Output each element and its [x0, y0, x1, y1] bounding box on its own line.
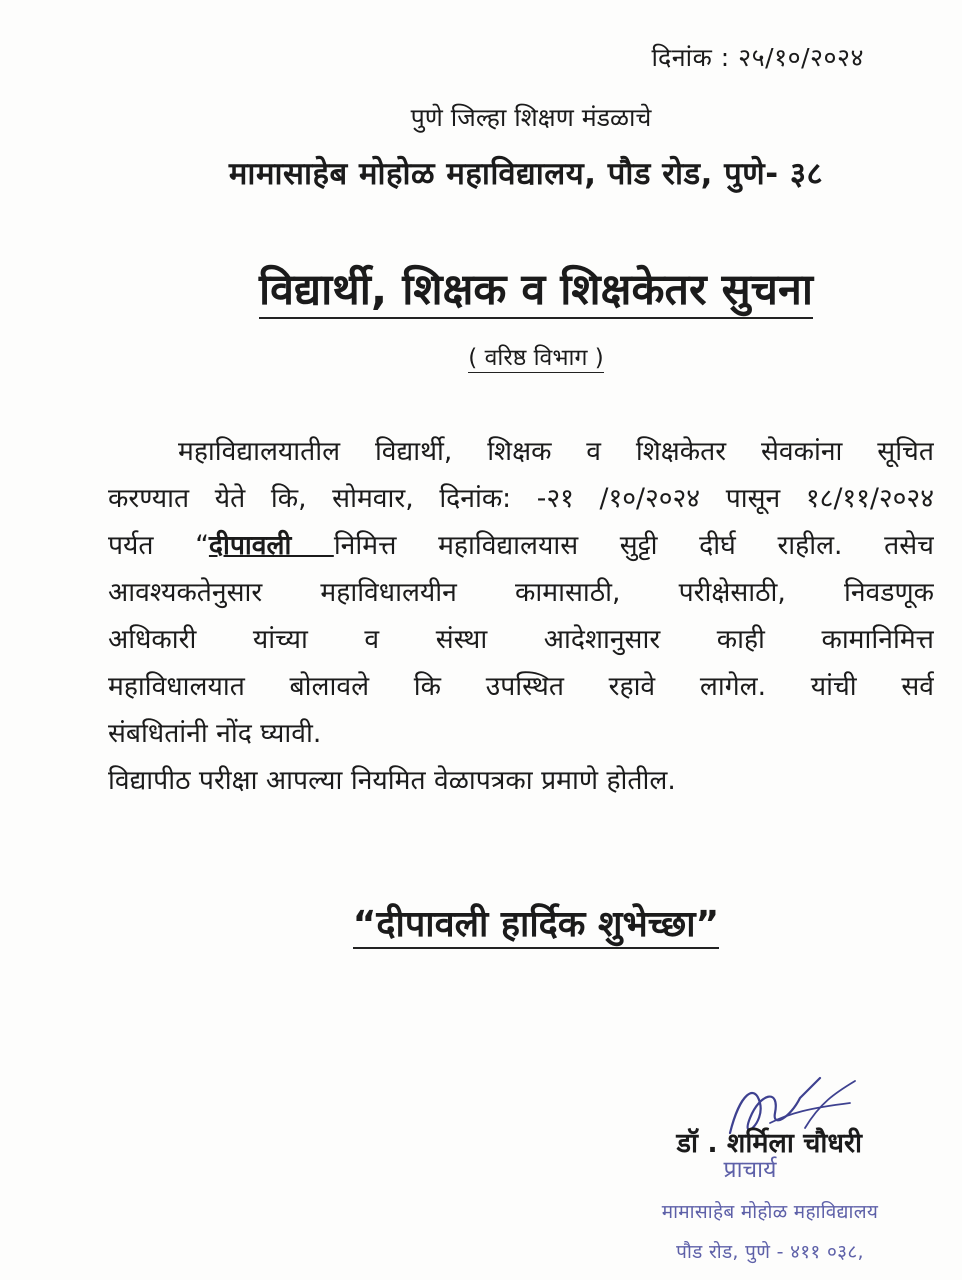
body-line-6: महाविधालयात बोलावले कि उपस्थित रहावे लागेल. यांची सर्व [108, 671, 934, 702]
body-line-1: महाविद्यालयातील विद्यार्थी, शिक्षक व शिक्षकेतर सेवकांना सूचित [178, 436, 934, 467]
notice-subtitle-text: ( वरिष्ठ विभाग ) [468, 345, 604, 371]
body-line-3-pre: पर्यत “ [108, 530, 209, 561]
body-line-4: आवश्यकतेनुसार महाविधालयीन कामासाठी, परीक्षेसाठी, निवडणूक [108, 577, 934, 608]
stamp-college-name: मामासाहेब मोहोळ महाविद्यालय [661, 1201, 879, 1223]
notice-title-text: विद्यार्थी, शिक्षक व शिक्षकेतर सुचना [259, 265, 813, 319]
college-name: मामासाहेब मोहोळ महाविद्यालय, पौड रोड, पुणे- ३८ [228, 156, 824, 192]
organization-name: पुणे जिल्हा शिक्षण मंडळाचे [410, 103, 652, 132]
notice-title [0, 258, 962, 317]
stamp-address: पौड रोड, पुणे - ४११ ०३८, [676, 1241, 864, 1263]
body-line-7: संबधितांनी नोंद घ्यावी. [108, 718, 322, 749]
notice-subtitle [0, 340, 962, 372]
notice-date: दिनांक : २५/१०/२०२४ [651, 43, 864, 72]
body-line-5: अधिकारी यांच्या व संस्था आदेशानुसार काही कामानिमित्त [108, 624, 934, 655]
diwali-highlight: दीपावली [208, 530, 334, 561]
signatory-name: डॉ . शर्मिला चौधरी [676, 1128, 862, 1159]
notice-body [108, 428, 934, 804]
body-line-2: करण्यात येते कि, सोमवार, दिनांक: -२१ /१०/२०२४ पासून १८/११/२०२४ [108, 483, 934, 514]
body-line-3 [108, 522, 934, 569]
diwali-greeting-text: “दीपावली हार्दिक शुभेच्छा” [353, 904, 719, 949]
body-line-8: विद्यापीठ परीक्षा आपल्या नियमित वेळापत्रका प्रमाणे होतील. [108, 765, 676, 796]
stamp-designation: प्राचार्य [723, 1157, 777, 1183]
college-stamp [620, 1152, 920, 1264]
body-line-3-post: निमित्त महाविद्यालयास सुट्टी दीर्घ राहील. तसेच [333, 530, 934, 561]
diwali-greeting [0, 898, 962, 947]
